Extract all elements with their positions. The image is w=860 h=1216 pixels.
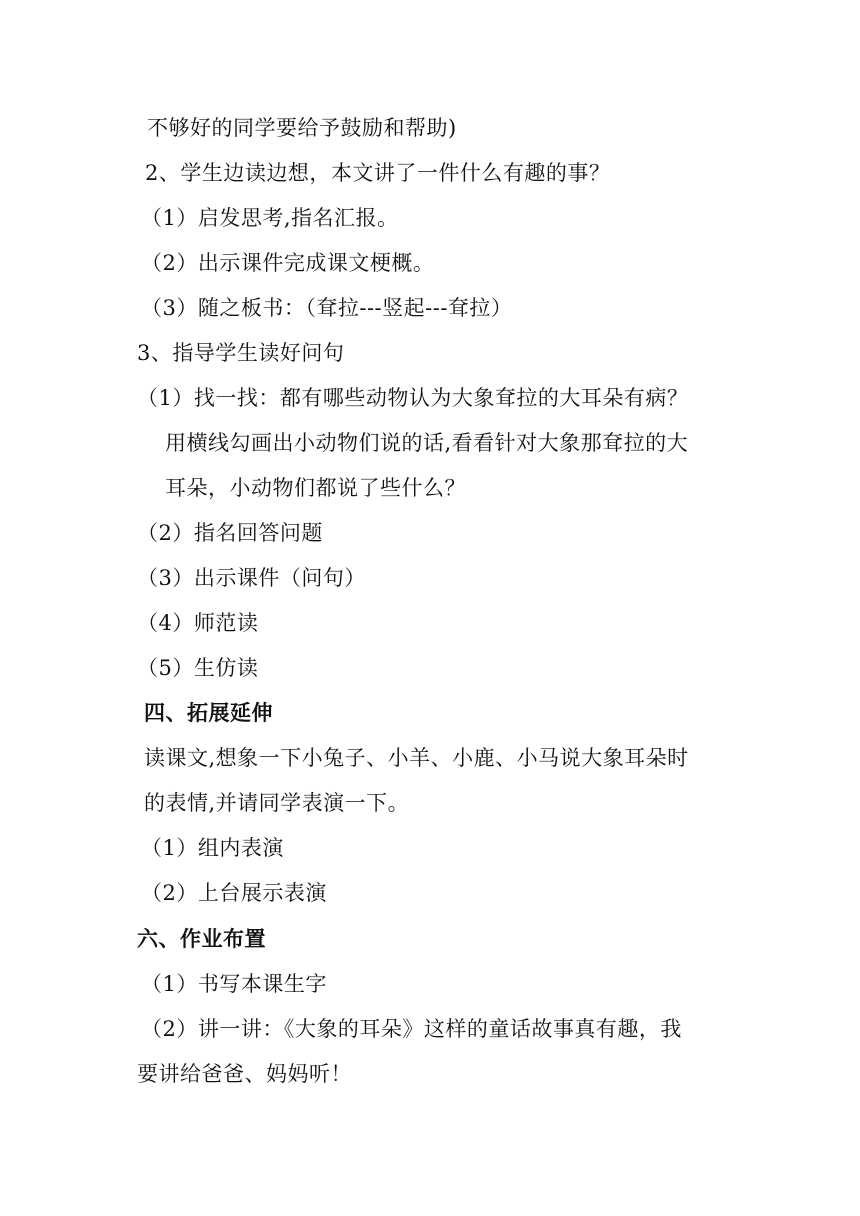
section-heading: 六、作业布置	[137, 927, 266, 951]
section-heading: 四、拓展延伸	[144, 701, 273, 725]
text-line: 3、指导学生读好问句	[137, 341, 345, 365]
text-line: 不够好的同学要给予鼓励和帮助)	[147, 116, 457, 140]
text-line: （2）出示课件完成课文梗概。	[141, 251, 435, 275]
text-line: （2）讲一讲：《大象的耳朵》这样的童话故事真有趣，我	[141, 1017, 682, 1041]
text-line: 要讲给爸爸、妈妈听！	[137, 1062, 352, 1086]
text-line: 2、学生边读边想，本文讲了一件什么有趣的事？	[145, 161, 611, 185]
text-line: （5）生仿读	[137, 656, 259, 680]
text-line: 耳朵，小动物们都说了些什么？	[165, 476, 466, 500]
text-line: （1）找一找：都有哪些动物认为大象耷拉的大耳朵有病？	[137, 386, 689, 410]
text-line: （1）组内表演	[141, 836, 284, 860]
text-line: （3）出示课件（问句）	[137, 566, 366, 590]
text-line: 读课文,想象一下小兔子、小羊、小鹿、小马说大象耳朵时	[144, 746, 689, 770]
text-line: （1）启发思考,指名汇报。	[141, 206, 399, 230]
text-line: 的表情,并请同学表演一下。	[144, 791, 410, 815]
text-line: （2）指名回答问题	[137, 521, 323, 545]
text-line: （1）书写本课生字	[141, 972, 327, 996]
text-line: （2）上台展示表演	[141, 881, 327, 905]
text-line: 用横线勾画出小动物们说的话,看看针对大象那耷拉的大	[165, 431, 689, 455]
text-line: （4）师范读	[137, 611, 259, 635]
text-line: （3）随之板书：（耷拉---竖起---耷拉）	[141, 296, 513, 320]
